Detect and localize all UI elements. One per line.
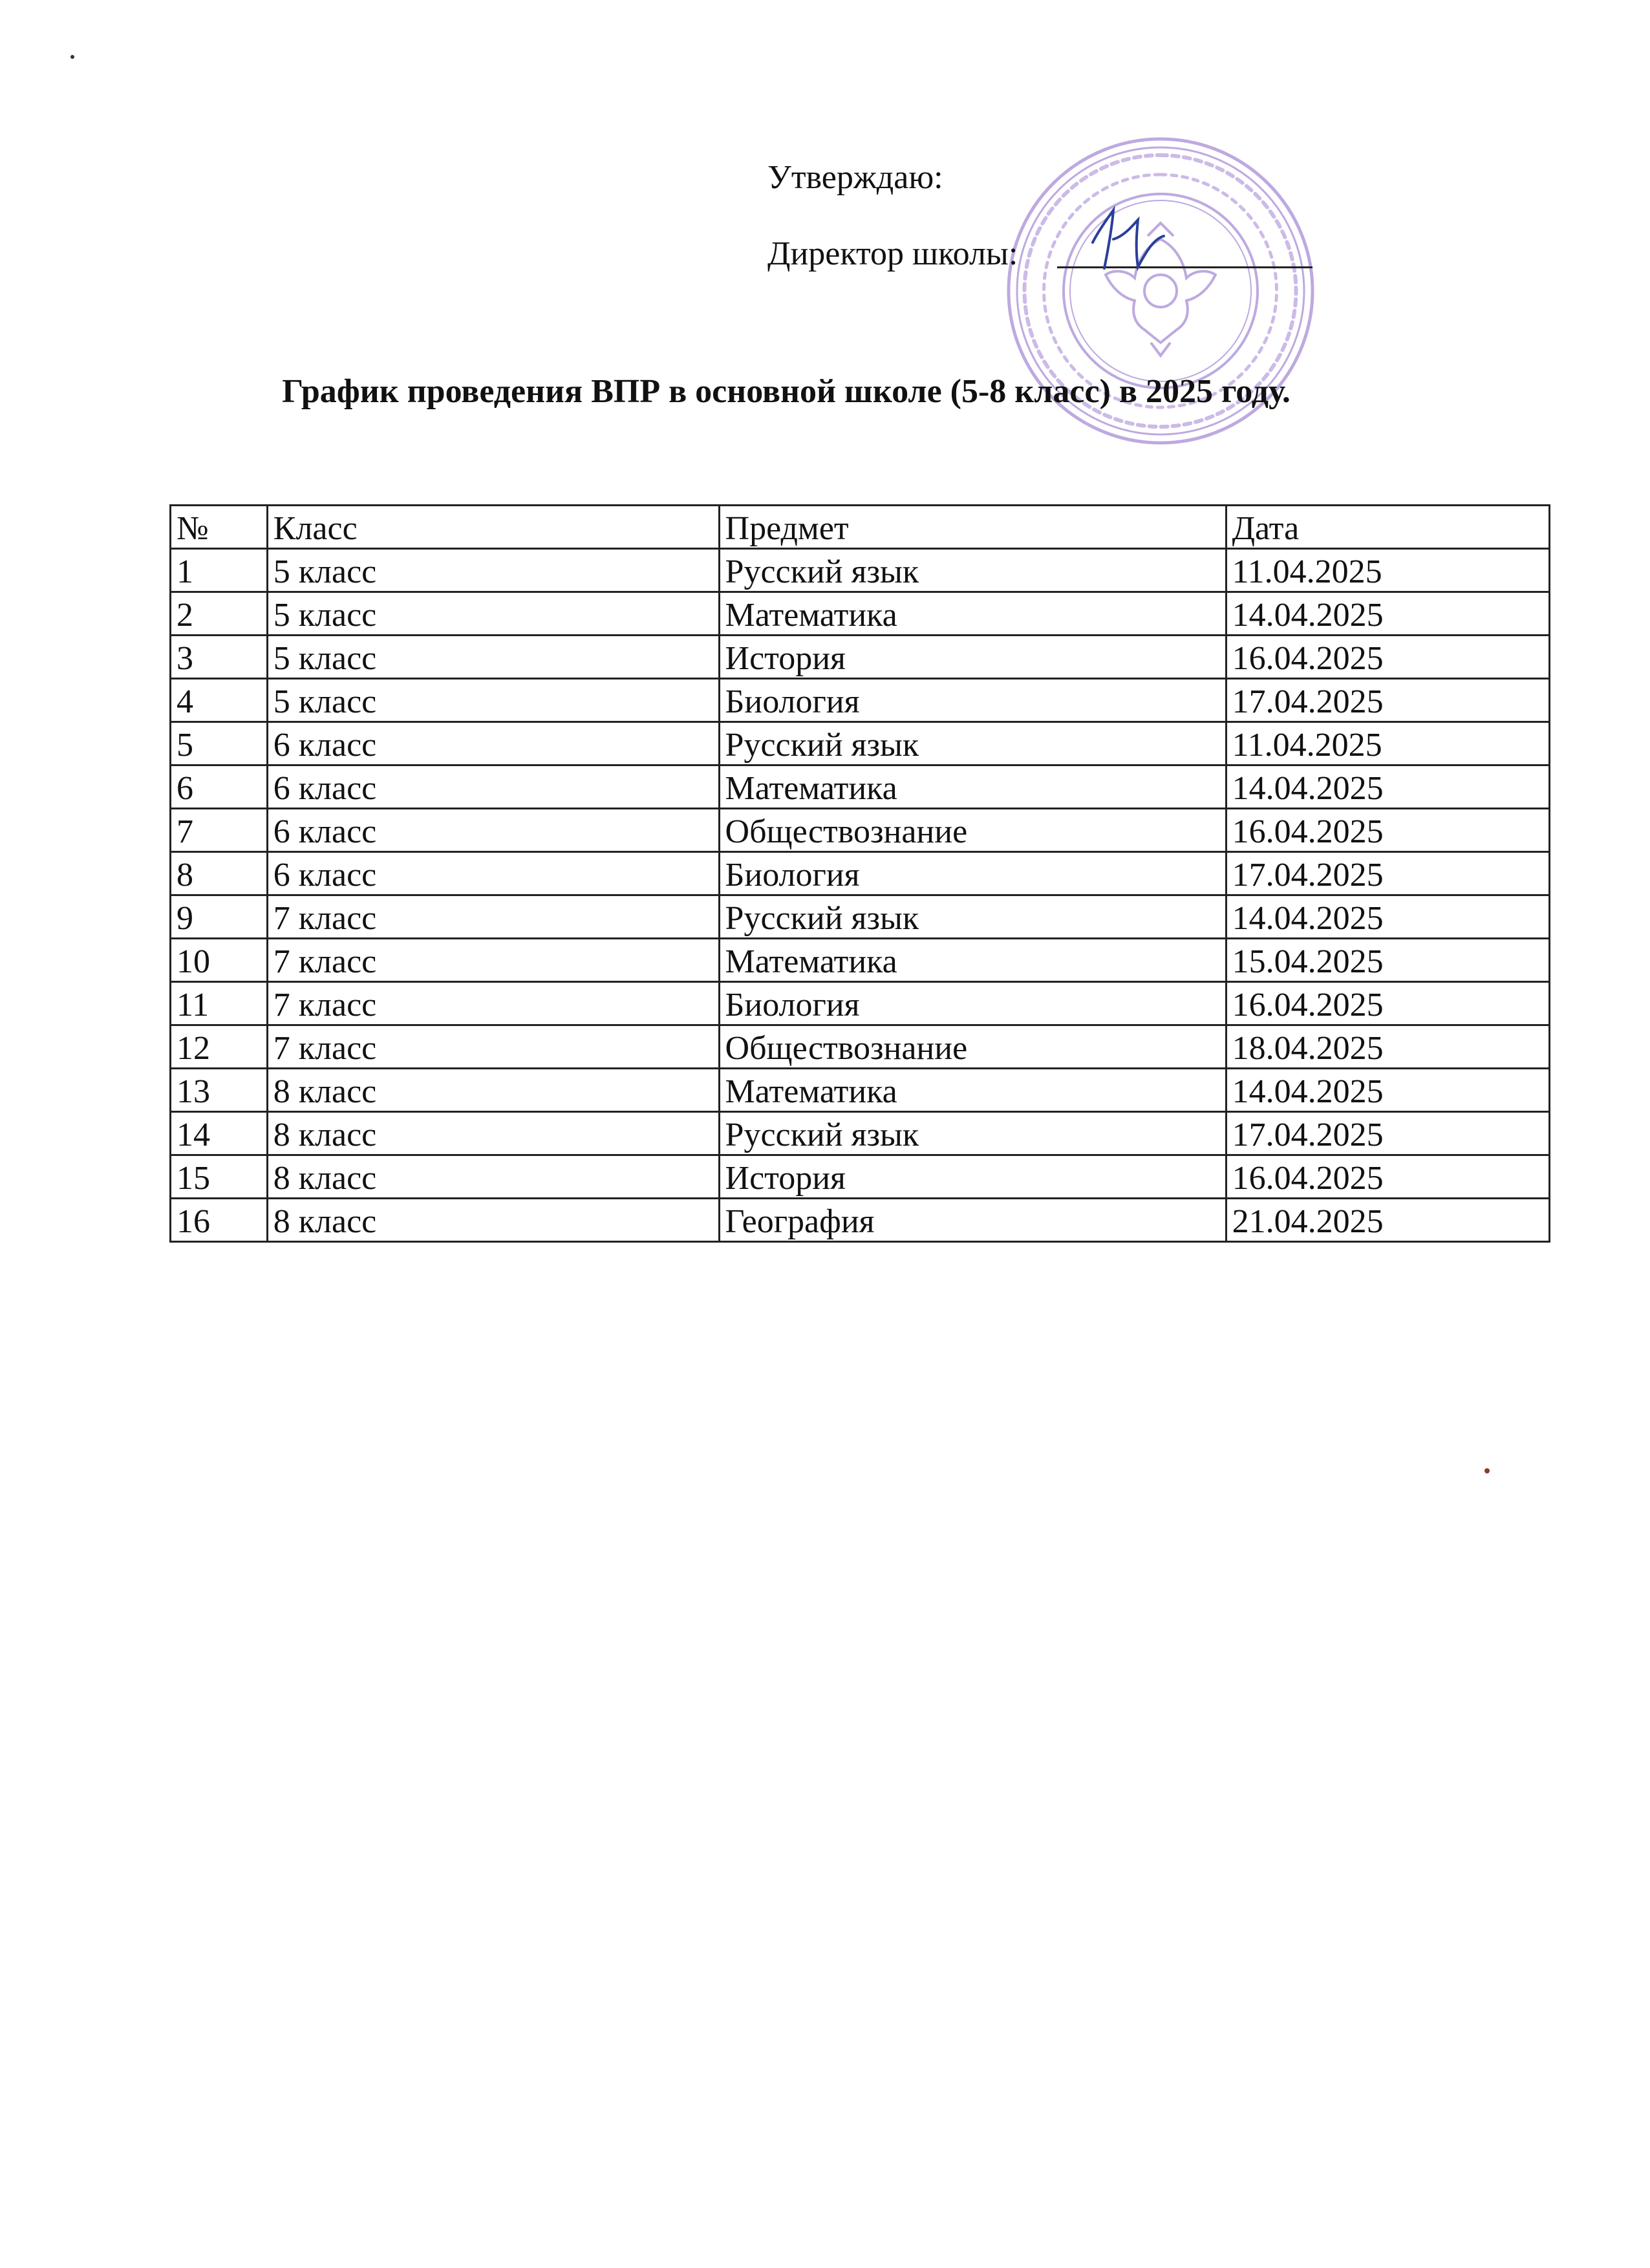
cell-date: 16.04.2025 [1226, 636, 1549, 679]
cell-number: 14 [171, 1112, 268, 1155]
cell-class: 6 класс [267, 722, 719, 765]
cell-number: 15 [171, 1155, 268, 1199]
cell-subject: Русский язык [719, 895, 1226, 939]
cell-subject: Математика [719, 765, 1226, 809]
cell-number: 7 [171, 809, 268, 852]
cell-subject: Русский язык [719, 722, 1226, 765]
document-title-text: График проведения ВПР в основной школе (5-8 класс) в 2025 году. [282, 373, 1291, 410]
table-row [171, 636, 1550, 679]
cell-number: 8 [171, 852, 268, 895]
cell-subject: Обществознание [719, 1025, 1226, 1069]
header-class: Класс [267, 506, 719, 549]
table-row [171, 1112, 1550, 1155]
cell-number: 5 [171, 722, 268, 765]
cell-class: 5 класс [267, 549, 719, 592]
cell-class: 8 класс [267, 1199, 719, 1242]
cell-number: 2 [171, 592, 268, 636]
table-row [171, 679, 1550, 722]
cell-class: 7 класс [267, 1025, 719, 1069]
cell-subject: Биология [719, 679, 1226, 722]
cell-number: 1 [171, 549, 268, 592]
cell-class: 7 класс [267, 895, 719, 939]
table-row [171, 1069, 1550, 1112]
table-row [171, 852, 1550, 895]
cell-number: 13 [171, 1069, 268, 1112]
table-row [171, 895, 1550, 939]
document-title [0, 372, 1650, 412]
cell-class: 5 класс [267, 592, 719, 636]
cell-subject: Математика [719, 1069, 1226, 1112]
cell-subject: Математика [719, 592, 1226, 636]
cell-date: 14.04.2025 [1226, 765, 1549, 809]
cell-date: 16.04.2025 [1226, 809, 1549, 852]
cell-class: 7 класс [267, 982, 719, 1025]
cell-subject: История [719, 1155, 1226, 1199]
table-row [171, 549, 1550, 592]
cell-class: 6 класс [267, 765, 719, 809]
cell-date: 15.04.2025 [1226, 939, 1549, 982]
table-row [171, 982, 1550, 1025]
cell-date: 17.04.2025 [1226, 852, 1549, 895]
cell-class: 8 класс [267, 1112, 719, 1155]
cell-class: 7 класс [267, 939, 719, 982]
cell-date: 18.04.2025 [1226, 1025, 1549, 1069]
cell-date: 16.04.2025 [1226, 1155, 1549, 1199]
cell-subject: Биология [719, 852, 1226, 895]
handwritten-signature-icon [1073, 204, 1183, 275]
table-row [171, 1025, 1550, 1069]
director-label: Директор школы: [767, 235, 1018, 272]
cell-subject: Русский язык [719, 1112, 1226, 1155]
cell-class: 6 класс [267, 852, 719, 895]
cell-date: 14.04.2025 [1226, 895, 1549, 939]
cell-class: 8 класс [267, 1155, 719, 1199]
table-row [171, 809, 1550, 852]
table-row [171, 592, 1550, 636]
schedule-table [169, 504, 1550, 1243]
table-row [171, 722, 1550, 765]
cell-number: 4 [171, 679, 268, 722]
cell-subject: История [719, 636, 1226, 679]
cell-number: 10 [171, 939, 268, 982]
cell-number: 12 [171, 1025, 268, 1069]
header-date: Дата [1226, 506, 1549, 549]
cell-number: 3 [171, 636, 268, 679]
cell-class: 6 класс [267, 809, 719, 852]
cell-number: 16 [171, 1199, 268, 1242]
cell-date: 17.04.2025 [1226, 1112, 1549, 1155]
cell-date: 14.04.2025 [1226, 1069, 1549, 1112]
cell-date: 14.04.2025 [1226, 592, 1549, 636]
cell-class: 8 класс [267, 1069, 719, 1112]
table-row [171, 1199, 1550, 1242]
cell-subject: Обществознание [719, 809, 1226, 852]
approval-label: Утверждаю: [767, 159, 943, 196]
cell-class: 5 класс [267, 636, 719, 679]
header-number: № [171, 506, 268, 549]
cell-number: 11 [171, 982, 268, 1025]
cell-date: 21.04.2025 [1226, 1199, 1549, 1242]
header-subject: Предмет [719, 506, 1226, 549]
cell-number: 9 [171, 895, 268, 939]
cell-subject: География [719, 1199, 1226, 1242]
cell-subject: Биология [719, 982, 1226, 1025]
table-row [171, 939, 1550, 982]
cell-date: 11.04.2025 [1226, 722, 1549, 765]
cell-number: 6 [171, 765, 268, 809]
cell-date: 17.04.2025 [1226, 679, 1549, 722]
cell-subject: Математика [719, 939, 1226, 982]
table-row [171, 765, 1550, 809]
cell-date: 11.04.2025 [1226, 549, 1549, 592]
cell-class: 5 класс [267, 679, 719, 722]
cell-date: 16.04.2025 [1226, 982, 1549, 1025]
cell-subject: Русский язык [719, 549, 1226, 592]
table-header-row [171, 506, 1550, 549]
table-row [171, 1155, 1550, 1199]
